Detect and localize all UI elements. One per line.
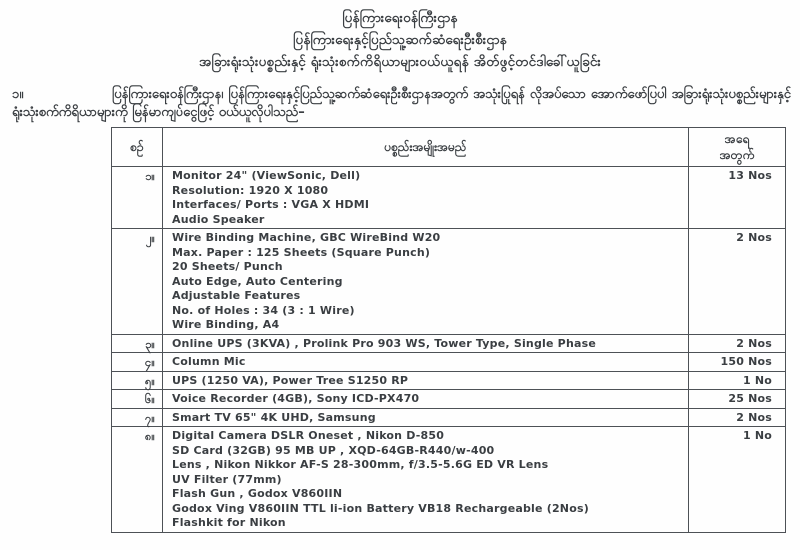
item-spec-line: Wire Binding, A4	[172, 318, 280, 331]
table-row	[112, 353, 786, 372]
table-row	[112, 371, 786, 390]
item-spec-line: Online UPS (3KVA) , Prolink Pro 903 WS, Tower Type, Single Phase	[172, 336, 596, 350]
item-spec-line: Audio Speaker	[172, 212, 265, 226]
row-quantity: 25 Nos	[689, 390, 786, 409]
title-ministry: ပြန်ကြားရေးဝန်ကြီးဌာန	[342, 10, 458, 26]
title-tender-subject: အခြားရုံးသုံးပစ္စည်းနှင့် ရုံးသုံးစက်ကိရိယာများဝယ်ယူရန် အိတ်ဖွင့်တင်ဒါခေါ်ယူခြင်း	[198, 54, 602, 70]
item-spec-line: UV Filter (77mm)	[172, 472, 282, 486]
row-item-description	[163, 371, 689, 390]
item-spec-line: Godox Ving V860IIN TTL li-ion Battery VB18 Rechargeable (2Nos)	[172, 501, 589, 515]
items-table-header	[112, 128, 786, 167]
items-table-body	[112, 167, 786, 533]
item-spec-line: Interfaces/ Ports : VGA X HDMI	[172, 198, 370, 211]
item-spec-line: Smart TV 65" 4K UHD, Samsung	[172, 410, 376, 424]
item-spec-line: Auto Edge, Auto Centering	[172, 274, 343, 288]
row-serial-number: ၃။	[112, 334, 163, 353]
row-serial-number: ၁။	[112, 167, 163, 229]
row-quantity: 13 Nos	[689, 167, 786, 229]
intro-paragraph-text: ပြန်ကြားရေးဝန်ကြီးဌာန၊ ပြန်ကြားရေးနှင့်ပြည်သူ့ဆက်ဆံရေးဦးစီးဌာနအတွက် အသုံးပြုရန် လိုအပ်သော အောက်ဖော်ပြပါ အခြားရုံးသုံးပစ္စည်းများနှင့် ရုံးသုံးစက်ကိရိယာများကို မြန်မာကျပ်ငွေဖြင့် ဝယ်ယူလိုပါသည်–	[12, 87, 791, 120]
row-item-description	[163, 353, 689, 372]
row-serial-number: ၈။	[112, 427, 163, 533]
row-item-description	[163, 167, 689, 229]
table-row	[112, 390, 786, 409]
item-spec-line: Column Mic	[172, 355, 246, 368]
items-table	[111, 127, 786, 533]
item-spec-line: Wire Binding Machine, GBC WireBind W20	[172, 231, 441, 244]
row-item-description	[163, 427, 689, 533]
row-serial-number: ၄။	[112, 353, 163, 372]
table-row	[112, 229, 786, 335]
row-quantity: 1 No	[689, 371, 786, 390]
item-spec-line: No. of Holes : 34 (3 : 1 Wire)	[172, 303, 355, 317]
row-quantity: 2 Nos	[689, 229, 786, 335]
column-header-serial: စဉ်	[112, 128, 163, 167]
row-item-description	[163, 334, 689, 353]
header-row	[112, 128, 786, 167]
column-header-quantity-line2: အတွက်	[719, 148, 755, 162]
item-spec-line: Digital Camera DSLR Oneset , Nikon D-850	[172, 429, 445, 442]
row-item-description	[163, 408, 689, 427]
item-spec-line: Resolution: 1920 X 1080	[172, 183, 329, 197]
intro-paragraph-number: ၁။	[12, 87, 24, 102]
item-spec-line: Lens , Nikon Nikkor AF-S 28-300mm, f/3.5-5.6G ED VR Lens	[172, 458, 549, 471]
table-row	[112, 167, 786, 229]
item-spec-line: Flash Gun , Godox V860IIN	[172, 487, 343, 500]
row-quantity: 1 No	[689, 427, 786, 533]
row-serial-number: ၂။	[112, 229, 163, 335]
column-header-quantity-line1: အရေ	[724, 132, 750, 146]
row-quantity: 2 Nos	[689, 334, 786, 353]
row-serial-number: ၆။	[112, 390, 163, 409]
row-item-description	[163, 229, 689, 335]
row-quantity: 2 Nos	[689, 408, 786, 427]
item-spec-line: 20 Sheets/ Punch	[172, 260, 283, 273]
row-item-description	[163, 390, 689, 409]
table-row	[112, 408, 786, 427]
column-header-item-name: ပစ္စည်းအမျိုးအမည်	[163, 128, 689, 167]
item-spec-line: Flashkit for Nikon	[172, 516, 286, 529]
item-spec-line: Monitor 24" (ViewSonic, Dell)	[172, 169, 361, 182]
title-department: ပြန်ကြားရေးနှင့်ပြည်သူ့ဆက်ဆံရေးဦးစီးဌာန	[293, 32, 507, 48]
document-header	[0, 0, 800, 73]
row-serial-number: ၅။	[112, 371, 163, 390]
table-row	[112, 334, 786, 353]
column-header-quantity	[689, 128, 786, 167]
item-spec-line: Voice Recorder (4GB), Sony ICD-PX470	[172, 392, 420, 405]
intro-paragraph	[12, 86, 791, 122]
item-spec-line: UPS (1250 VA), Power Tree S1250 RP	[172, 373, 409, 387]
item-spec-line: SD Card (32GB) 95 MB UP , XQD-64GB-R440/w-400	[172, 443, 495, 457]
table-row	[112, 427, 786, 533]
item-spec-line: Max. Paper : 125 Sheets (Square Punch)	[172, 245, 431, 259]
row-quantity: 150 Nos	[689, 353, 786, 372]
row-serial-number: ၇။	[112, 408, 163, 427]
item-spec-line: Adjustable Features	[172, 289, 301, 302]
